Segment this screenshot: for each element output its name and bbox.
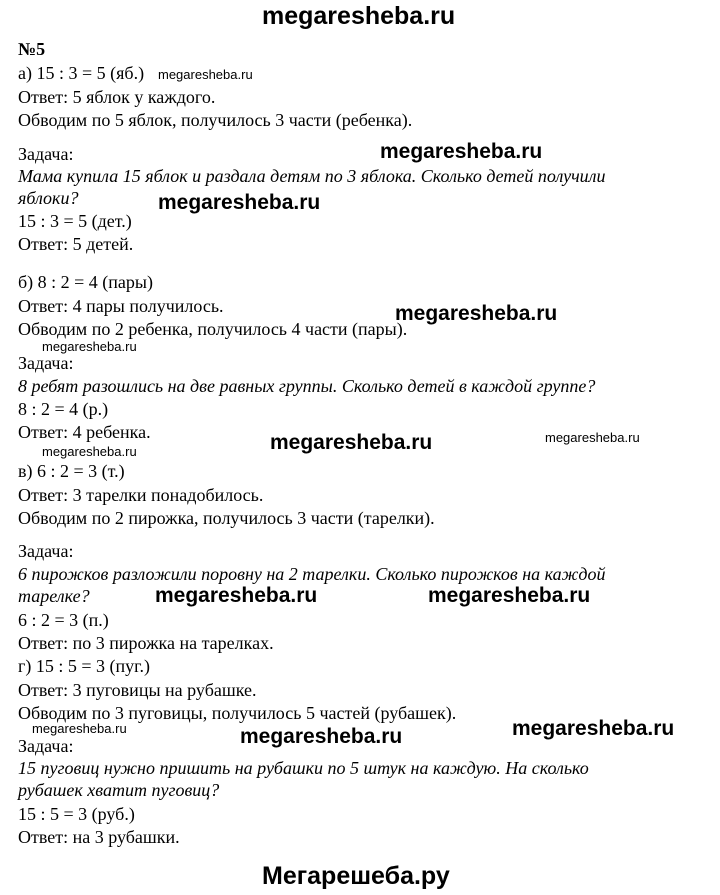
text-line: в) 6 : 2 = 3 (т.): [18, 461, 125, 481]
problem-number: №5: [18, 39, 46, 59]
watermark-text: megaresheba.ru: [32, 721, 127, 736]
watermark-text: megaresheba.ru: [155, 584, 318, 607]
text-line: Задача:: [18, 736, 74, 756]
text-line: Задача:: [18, 144, 74, 164]
text-line: б) 8 : 2 = 4 (пары): [18, 272, 154, 292]
text-line: Обводим по 3 пуговицы, получилось 5 частей (рубашек).: [18, 703, 457, 723]
text-line: Ответ: 3 тарелки понадобилось.: [18, 485, 264, 505]
text-line: Задача:: [18, 541, 74, 561]
task-text-line: Мама купила 15 яблок и раздала детям по 3 яблока. Сколько детей получили: [18, 166, 606, 186]
text-line: Ответ: 3 пуговицы на рубашке.: [18, 680, 257, 700]
text-line: г) 15 : 5 = 3 (пуг.): [18, 656, 151, 676]
text-line: Ответ: 5 детей.: [18, 234, 134, 254]
text-line: Ответ: на 3 рубашки.: [18, 827, 180, 847]
text-line: Ответ: по 3 пирожка на тарелках.: [18, 633, 274, 653]
footer-site-title[interactable]: Мегарешеба.ру: [262, 862, 450, 890]
header-site-title[interactable]: megaresheba.ru: [262, 2, 456, 30]
watermark-text: megaresheba.ru: [395, 302, 558, 325]
text-line: Ответ: 4 пары получилось.: [18, 296, 224, 316]
task-text-line: рубашек хватит пуговиц?: [18, 780, 220, 800]
text-line: Ответ: 5 яблок у каждого.: [18, 87, 216, 107]
watermark-text: megaresheba.ru: [158, 191, 321, 214]
watermark-text: megaresheba.ru: [380, 140, 543, 163]
text-line: Задача:: [18, 353, 74, 373]
task-text-line: яблоки?: [18, 188, 79, 208]
task-text-line: 8 ребят разошлись на две равных группы. Сколько детей в каждой группе?: [18, 376, 596, 396]
watermark-text: megaresheba.ru: [158, 67, 253, 82]
text-line: а) 15 : 3 = 5 (яб.): [18, 63, 145, 83]
text-line: 15 : 5 = 3 (руб.): [18, 804, 135, 824]
text-line: 15 : 3 = 5 (дет.): [18, 211, 132, 231]
task-text-line: 15 пуговиц нужно пришить на рубашки по 5 штук на каждую. На сколько: [18, 758, 589, 778]
task-text-line: тарелке?: [18, 586, 90, 606]
text-line: Ответ: 4 ребенка.: [18, 422, 151, 442]
watermark-text: megaresheba.ru: [545, 430, 640, 445]
text-line: 6 : 2 = 3 (п.): [18, 610, 109, 630]
watermark-text: megaresheba.ru: [270, 431, 433, 454]
watermark-text: megaresheba.ru: [428, 584, 591, 607]
text-line: Обводим по 2 пирожка, получилось 3 части (тарелки).: [18, 508, 435, 528]
text-line: Обводим по 5 яблок, получилось 3 части (ребенка).: [18, 110, 413, 130]
watermark-text: megaresheba.ru: [42, 339, 137, 354]
watermark-text: megaresheba.ru: [240, 725, 403, 748]
task-text-line: 6 пирожков разложили поровну на 2 тарелки. Сколько пирожков на каждой: [18, 564, 606, 584]
text-line: Обводим по 2 ребенка, получилось 4 части (пары).: [18, 319, 408, 339]
watermark-text: megaresheba.ru: [42, 444, 137, 459]
text-line: 8 : 2 = 4 (р.): [18, 399, 109, 419]
watermark-text: megaresheba.ru: [512, 717, 675, 740]
